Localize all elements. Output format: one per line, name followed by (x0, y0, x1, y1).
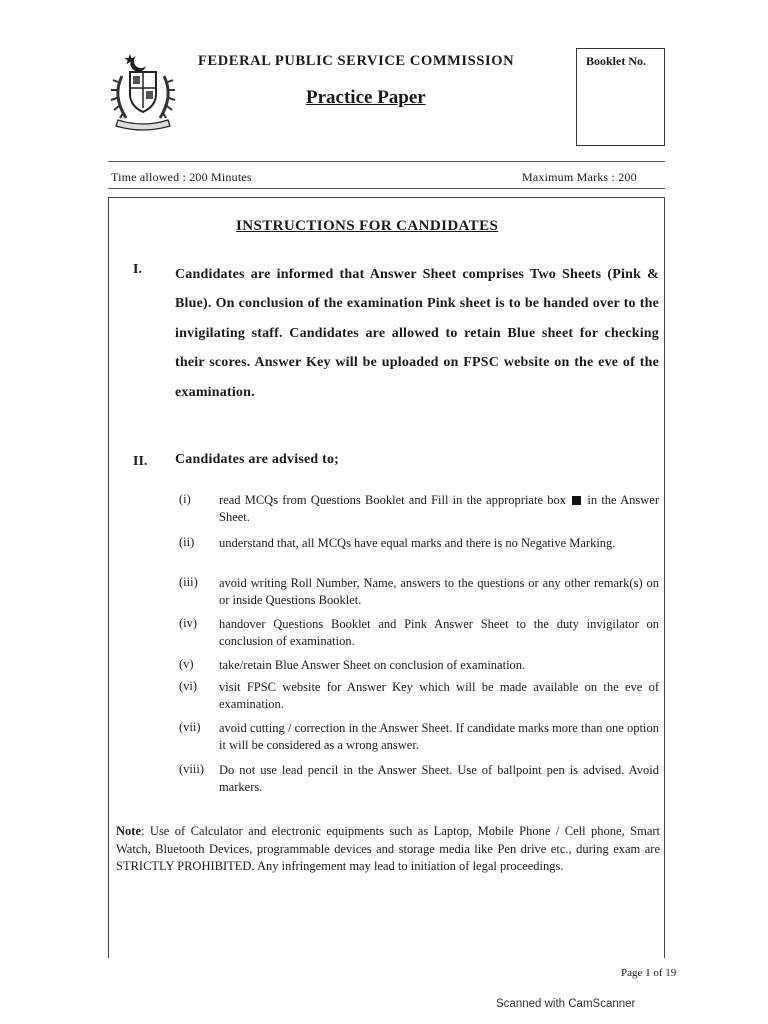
item-text-a: read MCQs from Questions Booklet and Fill in the appropriate box (219, 493, 566, 507)
organization-name: FEDERAL PUBLIC SERVICE COMMISSION (198, 53, 515, 69)
note-label: Note (116, 824, 141, 838)
page-number: Page 1 of 19 (621, 967, 677, 979)
section-1-number: I. (133, 262, 142, 277)
scanner-watermark: Scanned with CamScanner (496, 998, 636, 1010)
instructions-heading: INSTRUCTIONS FOR CANDIDATES (236, 218, 499, 234)
time-allowed: Time allowed : 200 Minutes (111, 170, 252, 184)
filled-box-icon (572, 496, 581, 505)
booklet-number-box (576, 48, 665, 146)
list-item: Do not use lead pencil in the Answer Sheet. Use of ballpoint pen is advised. Avoid markers. (219, 763, 659, 794)
list-item: visit FPSC website for Answer Key which will be made available on the eve of examination. (219, 680, 659, 711)
note-paragraph (116, 823, 660, 876)
note-text: : Use of Calculator and electronic equipments such as Laptop, Mobile Phone / Cell phone, Smart Watch, Bluetooth Devices, programmable devices and storage media like Pen drive etc., during exam are STRICTLY PROHIBITED. Any infringement may lead to initiation of legal proceedings. (116, 824, 660, 873)
item-number: (vii) (179, 720, 201, 734)
header-divider (108, 161, 665, 162)
item-number: (i) (179, 492, 191, 506)
section-1-text: Candidates are informed that Answer Sheet comprises Two Sheets (Pink & Blue). On conclusion of the examination Pink sheet is to be handed over to the invigilating staff. Candidates are allowed to retain Blue sheet for checking their scores. Answer Key will be uploaded on FPSC website on the eve of the examination. (175, 267, 659, 400)
booklet-label: Booklet No. (586, 54, 646, 68)
item-text-b: in the Answer Sheet. (219, 493, 660, 524)
item-number: (vi) (179, 679, 198, 693)
item-number: (v) (179, 657, 194, 671)
meta-divider (108, 188, 665, 189)
list-item: take/retain Blue Answer Sheet on conclusion of examination. (219, 658, 526, 672)
list-item: handover Questions Booklet and Pink Answer Sheet to the duty invigilator on conclusion of examination. (219, 617, 659, 648)
item-number: (viii) (179, 762, 204, 776)
state-emblem-icon (108, 50, 178, 132)
list-item (219, 492, 659, 525)
item-number: (iv) (179, 616, 198, 630)
maximum-marks: Maximum Marks : 200 (522, 170, 637, 184)
list-item: avoid cutting / correction in the Answer Sheet. If candidate marks more than one option it will be considered as a wrong answer. (219, 721, 659, 752)
section-2-number: II. (133, 454, 148, 469)
list-item: avoid writing Roll Number, Name, answers to the questions or any other remark(s) on or inside Questions Booklet. (219, 576, 659, 607)
list-item: understand that, all MCQs have equal marks and there is no Negative Marking. (219, 536, 616, 550)
paper-title: Practice Paper (306, 87, 426, 108)
item-number: (ii) (179, 535, 195, 549)
section-2-text: Candidates are advised to; (175, 452, 340, 467)
item-number: (iii) (179, 575, 198, 589)
